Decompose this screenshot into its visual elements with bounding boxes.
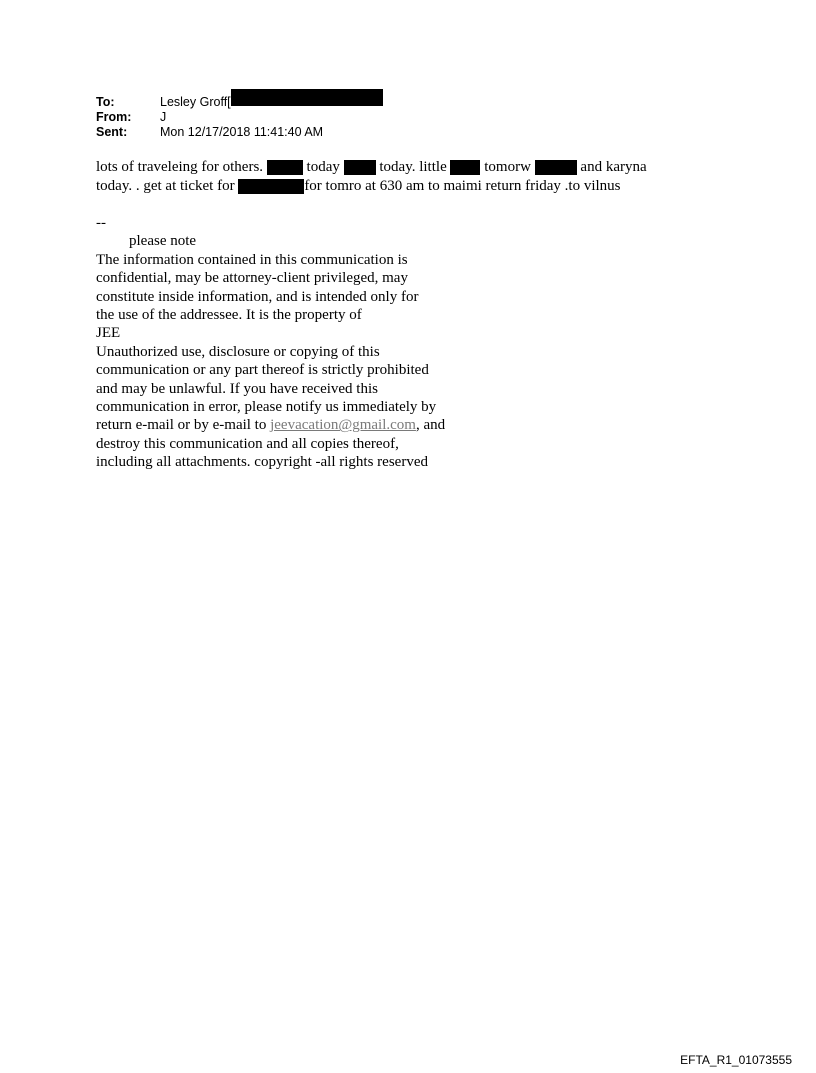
body-text-segment: tomorw — [480, 159, 535, 175]
email-prefix: return e-mail or by e-mail to — [96, 417, 271, 434]
redaction-bar — [267, 160, 303, 175]
body-text-segment: today. little — [375, 159, 451, 175]
disclaimer-line: confidential, may be attorney-client privileged, may — [96, 270, 408, 287]
disclaimer-line: communication in error, please notify us immediately by — [96, 399, 437, 416]
body-line — [96, 158, 647, 177]
disclaimer-line: destroy this communication and all copies thereof, — [96, 435, 399, 452]
to-row — [96, 95, 383, 110]
disclaimer-line: Unauthorized use, disclosure or copying of this — [96, 343, 380, 360]
signature-block — [96, 214, 445, 472]
signature-dashes: -- — [96, 215, 106, 231]
disclaimer-line: The information contained in this communication is — [96, 251, 408, 268]
body-line — [96, 177, 647, 196]
disclaimer-line: and may be unlawful. If you have received this — [96, 380, 378, 397]
redaction-bar — [450, 160, 480, 175]
message-body — [96, 158, 647, 196]
body-text-segment: for tomro at 630 am to maimi return friday .to vilnus — [304, 178, 621, 194]
to-name: Lesley Groff[ — [160, 95, 231, 109]
email-header — [96, 95, 383, 140]
body-text-segment: today — [302, 159, 344, 175]
disclaimer-line: JEE — [96, 325, 121, 342]
disclaimer-line: the use of the addressee. It is the property of — [96, 307, 362, 324]
body-text-segment: today. . get at ticket for — [96, 178, 239, 194]
from-label: From: — [96, 110, 132, 124]
redaction-bar — [238, 179, 304, 194]
to-label: To: — [96, 95, 115, 109]
email-link[interactable]: jeevacation@gmail.com — [270, 417, 416, 434]
disclaimer-email-line — [96, 416, 445, 434]
redaction-bar — [344, 160, 376, 175]
body-text-segment: lots of traveleing for others. — [96, 159, 267, 175]
sent-row — [96, 125, 383, 140]
from-value: J — [160, 110, 167, 124]
email-suffix: , and — [415, 417, 446, 434]
to-value — [160, 95, 383, 110]
disclaimer-line: including all attachments. copyright -all rights reserved — [96, 454, 428, 471]
sent-value: Mon 12/17/2018 11:41:40 AM — [160, 125, 324, 139]
document-id: EFTA_R1_01073555 — [680, 1053, 792, 1067]
please-note: please note — [129, 233, 197, 250]
redaction-bar — [535, 160, 577, 175]
redaction-bar — [231, 89, 383, 106]
disclaimer-line: communication or any part thereof is strictly prohibited — [96, 362, 429, 379]
body-text-segment: and karyna — [576, 159, 647, 175]
disclaimer-line: constitute inside information, and is intended only for — [96, 288, 419, 305]
sent-label: Sent: — [96, 125, 128, 139]
from-row — [96, 110, 383, 125]
